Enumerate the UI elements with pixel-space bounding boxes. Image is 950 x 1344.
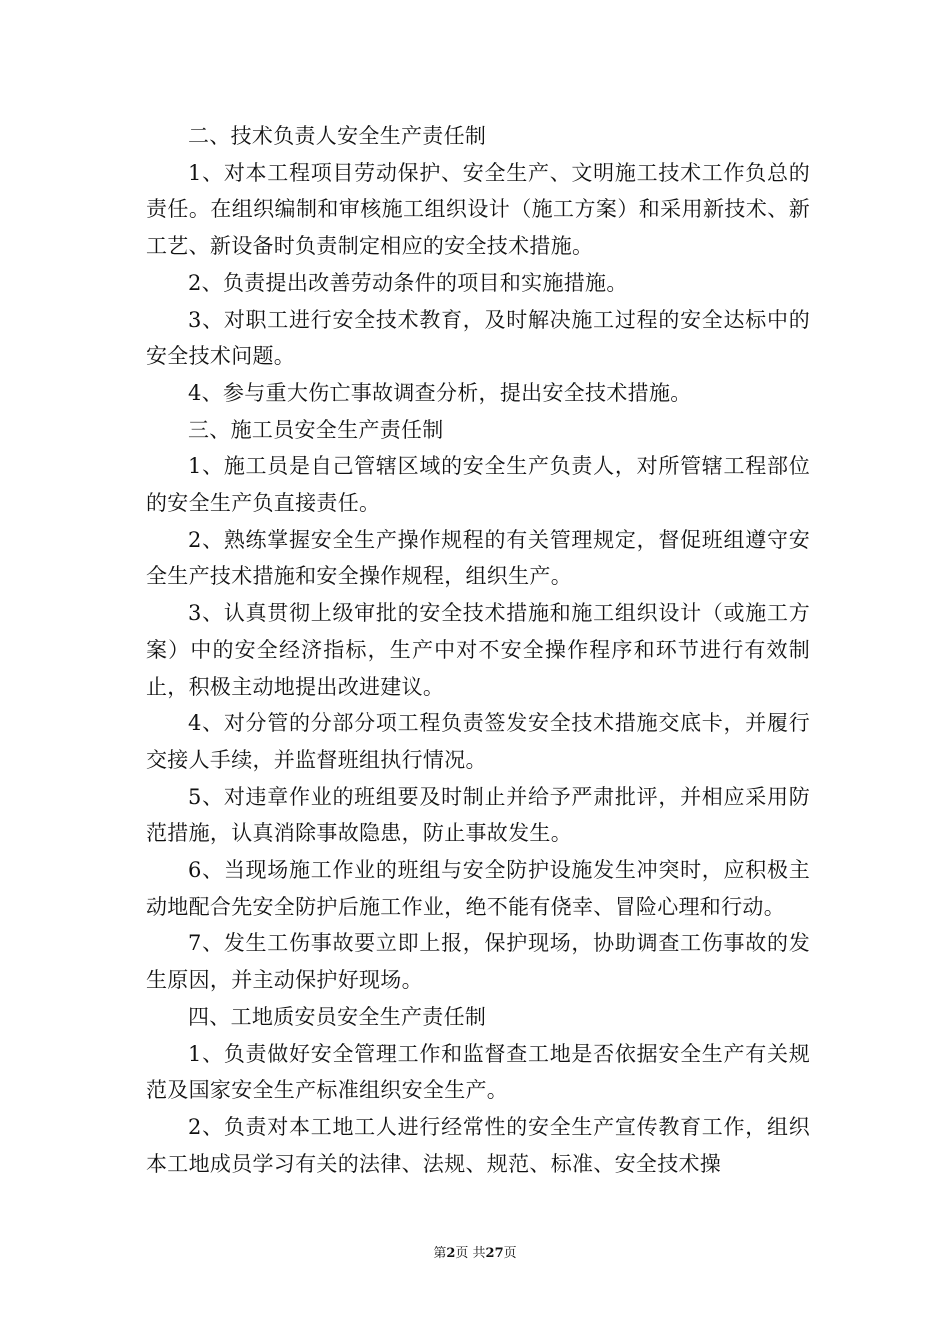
paragraph: 5、对违章作业的班组要及时制止并给予严肃批评，并相应采用防范措施，认真消除事故隐患，防止事故发生。 — [146, 784, 810, 846]
paragraph: 1、对本工程项目劳动保护、安全生产、文明施工技术工作负总的责任。在组织编制和审核施工组织设计（施工方案）和采用新技术、新工艺、新设备时负责制定相应的安全技术措施。 — [146, 160, 810, 259]
paragraph: 2、负责对本工地工人进行经常性的安全生产宣传教育工作，组织本工地成员学习有关的法律、法规、规范、标准、安全技术操 — [146, 1114, 810, 1176]
section-heading-technical-lead: 二、技术负责人安全生产责任制 — [188, 124, 487, 148]
paragraph: 1、负责做好安全管理工作和监督查工地是否依据安全生产有关规范及国家安全生产标准组织安全生产。 — [146, 1041, 810, 1103]
total-page-count: 27 — [485, 1246, 504, 1261]
paragraph: 2、负责提出改善劳动条件的项目和实施措施。 — [188, 270, 628, 295]
paragraph: 4、参与重大伤亡事故调查分析，提出安全技术措施。 — [188, 380, 692, 405]
document-body — [146, 118, 810, 1182]
paragraph: 4、对分管的分部分项工程负责签发安全技术措施交底卡，并履行交接人手续，并监督班组执行情况。 — [146, 711, 810, 772]
paragraph: 3、对职工进行安全技术教育，及时解决施工过程的安全达标中的安全技术问题。 — [146, 307, 810, 369]
page-footer — [0, 1244, 950, 1264]
current-page-number: 2 — [446, 1246, 456, 1261]
paragraph: 6、当现场施工作业的班组与安全防护设施发生冲突时，应积极主动地配合先安全防护后施工作业，绝不能有侥幸、冒险心理和行动。 — [146, 858, 810, 919]
paragraph: 2、熟练掌握安全生产操作规程的有关管理规定，督促班组遵守安全生产技术措施和安全操作规程，组织生产。 — [146, 527, 810, 589]
section-heading-safety-officer: 四、工地质安员安全生产责任制 — [188, 1004, 487, 1029]
paragraph: 7、发生工伤事故要立即上报，保护现场，协助调查工伤事故的发生原因，并主动保护好现场。 — [146, 931, 810, 993]
footer-prefix: 第 — [433, 1246, 447, 1261]
footer-suffix: 页 — [503, 1246, 517, 1261]
footer-middle: 页 共 — [455, 1246, 486, 1261]
paragraph: 3、认真贯彻上级审批的安全技术措施和施工组织设计（或施工方案）中的安全经济指标，生产中对不安全操作程序和环节进行有效制止，积极主动地提出改进建议。 — [146, 601, 810, 699]
paragraph: 1、施工员是自己管辖区域的安全生产负责人，对所管辖工程部位的安全生产负直接责任。 — [146, 454, 810, 516]
section-heading-construction-worker: 三、施工员安全生产责任制 — [188, 417, 444, 442]
